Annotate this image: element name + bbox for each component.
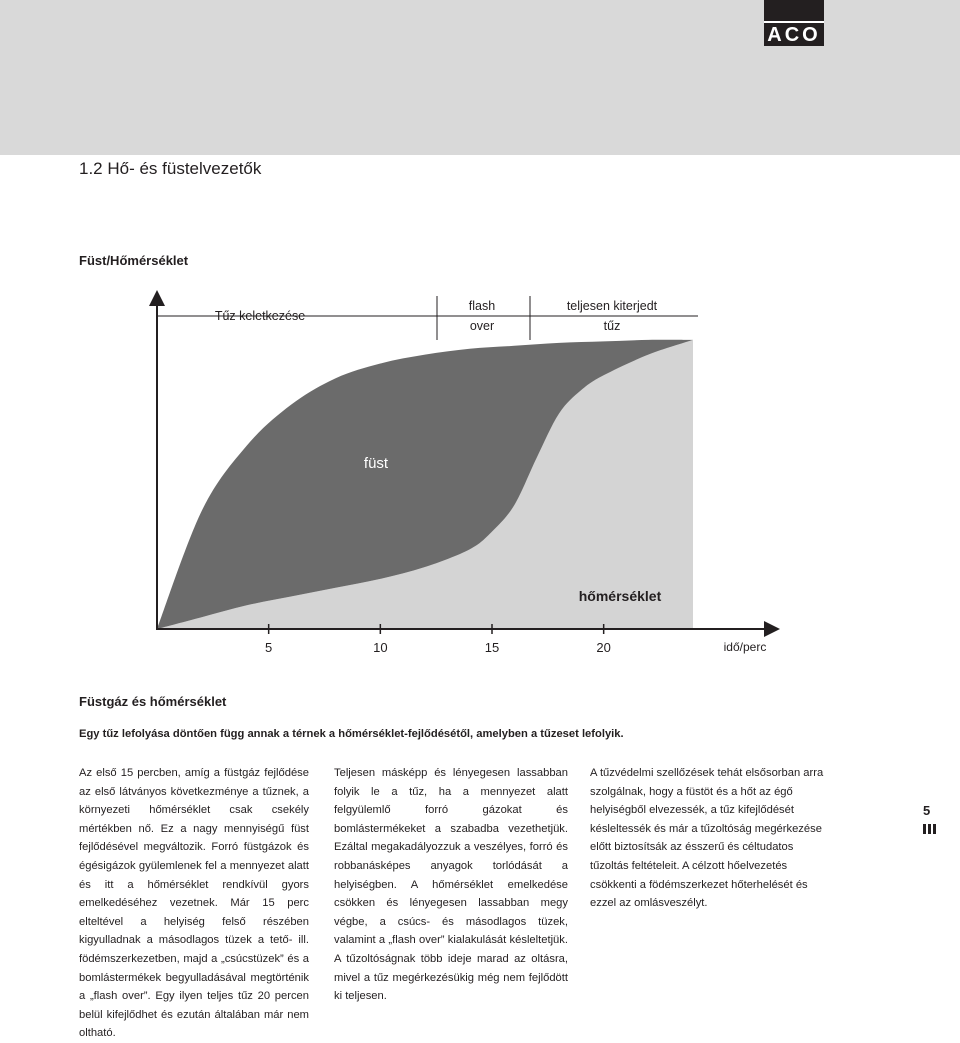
x-tick-label: 10	[373, 640, 388, 655]
label-flashover-1: flash	[468, 299, 496, 313]
section-title: 1.2 Hő- és füstelvezetők	[79, 159, 262, 178]
label-full-fire-2: tűz	[603, 319, 621, 333]
label-temperature: hőmérséklet	[578, 588, 662, 604]
label-full-fire-1: teljesen kiterjedt	[566, 299, 658, 313]
x-tick-label: 20	[596, 640, 611, 655]
chapter-marker-icon	[923, 824, 937, 834]
text-column-2: Teljesen másképp és lényegesen lassabban folyik le a tűz, ha a mennyezet alatt felgyülemlő forró gázokat és bomlástermékeket a szabadba vezethetjük. Ezáltal megakadályozzuk a veszélyes, forró és robbanásképes anyagok torlódását a helyiségben. A hőmérséklet emelkedése csökken és lényegesen lassabban megy végbe, a csúcs- és másodlagos tüzek, valamint a „flash over” kialakulását késleltetjük. A tűzoltóságnak több ideje marad az oltásra, mivel a tűz megérkezésükig még nem fejlődött ki teljesen.	[334, 767, 568, 1003]
label-smoke: füst	[363, 455, 389, 472]
label-flashover-2: over	[469, 319, 495, 333]
x-axis-label: idő/perc	[723, 640, 767, 654]
text-column-1: Az első 15 percben, amíg a füstgáz fejlődése az első látványos következménye a tűznek, a környezeti hőmérséklet csak csekély mértékben nő. Ez a nagy mennyiségű füst fejlődésével megváltozik. Forró füstgázok és égésigázok gyülemlenek fel a mennyezet alatt és itt a hőmérséklet rendkívül gyors emelkedéséhez vezetnek. Már 15 perc elteltével a helyiség felső részében kigyulladnak a másodlagos tüzek a tető- ill. födémszerkezetben, majd a „csúcstüzek” és a bomlástermékek begyulladásával megtörténik a „flash over”. Egy ilyen teljes tűz 20 percen belül kifejlődhet és ezután általában már nem oltható.	[79, 767, 309, 1040]
x-tick-label: 5	[265, 640, 273, 655]
x-tick-label: 15	[484, 640, 500, 655]
chart-title: Füst/Hőmérséklet	[79, 253, 189, 268]
text-column-3: A tűzvédelmi szellőzések tehát elsősorban arra szolgálnak, hogy a füstöt és a hőt az égő helyiségből elvezessék, a tűz kifejlődését késleltessék és már a tűzoltóság megérkezése előtt biztosítsák az ésszerű és céltudatos tűzoltás feltételeit. A célzott hőelvezetés csökkenti a födémszerkezet hőterhelését és ezzel az omlásveszélyt.	[590, 767, 824, 910]
label-ignition: Tűz keletkezése	[214, 309, 306, 323]
page-number: 5	[923, 803, 931, 818]
lead-paragraph: Egy tűz lefolyása döntően függ annak a térnek a hőmérséklet-fejlődésétől, amelyben a tűzeset lefolyik.	[79, 728, 624, 740]
logo-text: ACO	[767, 24, 821, 46]
subsection-title: Füstgáz és hőmérséklet	[79, 694, 227, 709]
